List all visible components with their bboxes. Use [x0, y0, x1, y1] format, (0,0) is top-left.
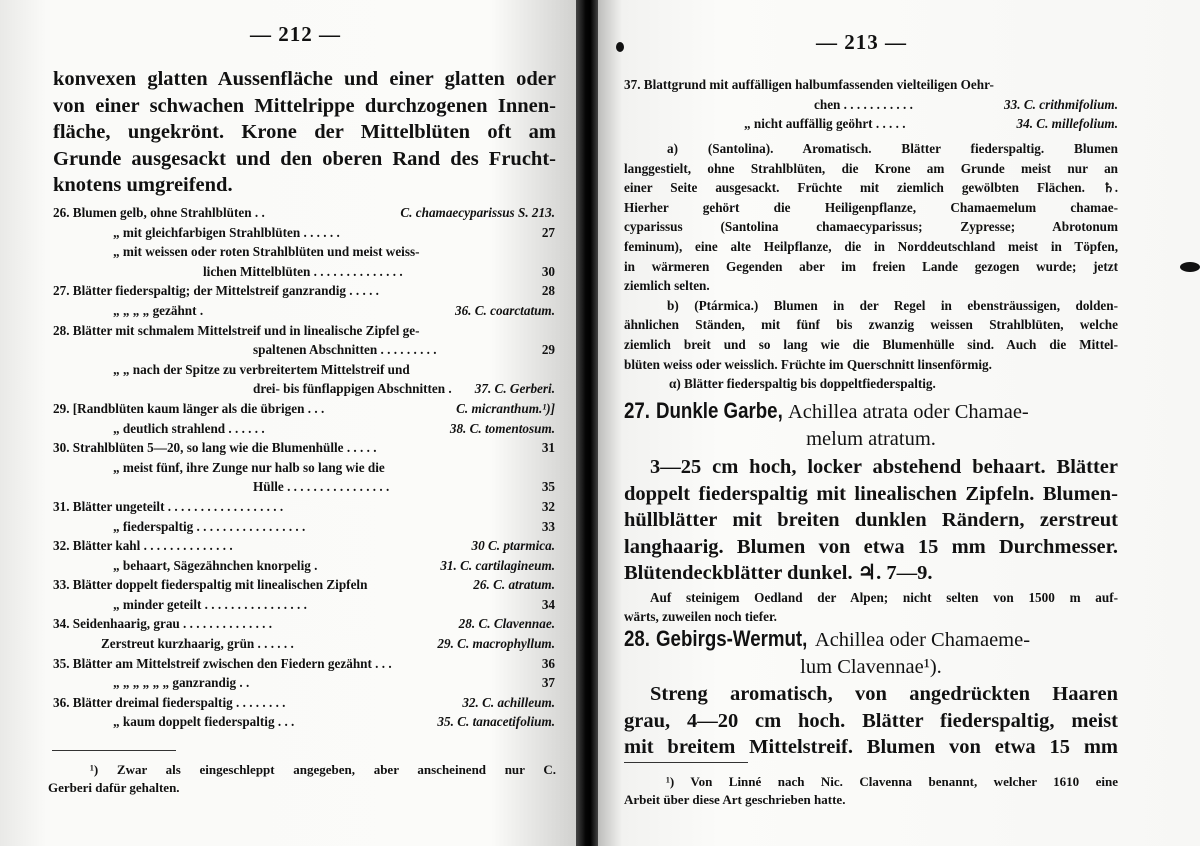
- key-entry-reference: 32: [541, 498, 555, 514]
- key-entry: [53, 536, 555, 556]
- key-entry-reference: 34: [541, 596, 555, 612]
- text-line: langhaarig. Blumen von etwa 15 mm Durchmesser.: [624, 535, 1118, 558]
- key-entry: [53, 556, 555, 576]
- key-entry-reference: C. chamaecyparissus S. 213.: [400, 205, 555, 220]
- species-name: Dunkle Garbe,: [655, 398, 783, 423]
- key-entry: [53, 301, 555, 321]
- key-entry: [624, 114, 1118, 134]
- key-entry-reference: 29: [541, 342, 555, 358]
- footnote-divider: [624, 762, 748, 763]
- santolina-paragraph: [624, 139, 1118, 394]
- footnote-line: ¹) Zwar als eingeschleppt angegeben, aber anscheinend nur C.: [90, 762, 556, 777]
- key-entry-reference: 29. C. macrophyllum.: [437, 636, 555, 652]
- key-entry: [53, 242, 555, 262]
- text-line: blüten weiss oder weisslich. Früchte im Querschnitt linsenförmig.: [624, 356, 992, 372]
- key-entry-text: „ mit gleichfarbigen Strahlblüten . . . . . .: [113, 224, 340, 240]
- text-line: hüllblätter mit breiten dunklen Rändern, zerstreut: [624, 509, 1118, 531]
- key-entry-text: „ behaart, Sägezähnchen knorpelig .: [113, 557, 318, 573]
- key-entry: [53, 340, 555, 360]
- key-entry-text: 34. Seidenhaarig, grau . . . . . . . . . . . . . .: [53, 616, 273, 632]
- key-entry-reference: 31: [541, 440, 555, 456]
- ink-spot: [1180, 262, 1200, 272]
- text-line: cyparissus (Santolina chamaecyparissus; Zypresse; Abrotonum: [624, 219, 1118, 235]
- species-number: 27.: [624, 398, 651, 423]
- text-line: a) (Santolina). Aromatisch. Blätter fiederspaltig. Blumen: [667, 141, 1118, 156]
- key-entry: [53, 693, 555, 713]
- key-entry-text: „ deutlich strahlend . . . . . .: [113, 420, 265, 436]
- text-line: von einer schwachen Mittelrippe durchzogenen Innen-: [53, 94, 556, 117]
- key-entry-text: 32. Blätter kahl . . . . . . . . . . . . . .: [53, 538, 233, 554]
- key-entry-text: „ minder geteilt . . . . . . . . . . . . . . . .: [113, 596, 307, 612]
- species-name: Gebirgs-Wermut,: [655, 626, 808, 651]
- key-entry: [53, 575, 555, 595]
- key-entry-text: lichen Mittelblüten . . . . . . . . . . . . . .: [203, 263, 403, 279]
- key-entry-text: Zerstreut kurzhaarig, grün . . . . . .: [101, 636, 294, 652]
- key-entry: [53, 673, 555, 693]
- text-line: b) (Ptármica.) Blumen in der Regel in ebensträussigen, dolden-: [667, 297, 1118, 313]
- ink-spot: [616, 42, 624, 52]
- footnote-line: Gerberi dafür gehalten.: [48, 780, 180, 795]
- key-entry-text: „ „ nach der Spitze zu verbreitertem Mittelstreif und: [113, 361, 410, 377]
- key-entry: [53, 379, 555, 399]
- key-entry-text: 30. Strahlblüten 5—20, so lang wie die Blumenhülle . . . . .: [53, 440, 377, 456]
- key-entry-text: 27. Blätter fiederspaltig; der Mittelstreif ganzrandig . . . . .: [53, 283, 379, 299]
- key-entry-reference: 26. C. atratum.: [473, 577, 555, 593]
- left-page: [0, 0, 578, 846]
- key-entry-reference: 28. C. Clavennae.: [458, 616, 555, 632]
- key-entry: [53, 281, 555, 301]
- key-entry-text: 37. Blattgrund mit auffälligen halbumfassenden vielteiligen Oehr-: [624, 77, 994, 92]
- text-line: in wärmeren Gegenden aber im freien Lande gezogen wurde; jetzt: [624, 258, 1118, 274]
- text-line: fläche, ungekrönt. Krone der Mittelblüten oft am: [53, 121, 556, 143]
- key-entry-text: 31. Blätter ungeteilt . . . . . . . . . . . . . . . . . .: [53, 498, 284, 514]
- key-entry-reference: 33. C. crithmifolium.: [1004, 96, 1118, 112]
- key-entry-text: Hülle . . . . . . . . . . . . . . . .: [253, 479, 390, 495]
- key-entry-text: 26. Blumen gelb, ohne Strahlblüten . .: [53, 205, 265, 220]
- key-entry-text: „ fiederspaltig . . . . . . . . . . . . . . . . .: [113, 518, 306, 534]
- text-line: ziemlich breit und so lang wie die Blumenhülle sind. Auch die Mittel-: [624, 336, 1118, 352]
- key-entry: [53, 262, 555, 282]
- key-entry: [53, 458, 555, 478]
- text-line: ähnlichen Ständen, mit fünf bis zwanzig weissen Strahlblüten, welche: [624, 317, 1118, 333]
- key-entry-text: 33. Blätter doppelt fiederspaltig mit linealischen Zipfeln: [53, 577, 368, 593]
- footnote: [48, 761, 556, 797]
- text-line: langgestielt, ohne Strahlblüten, die Krone am Grunde meist nur an: [624, 160, 1118, 176]
- text-line: grau, 4—20 cm hoch. Blätter fiederspaltig, meist: [624, 709, 1118, 732]
- text-line: Streng aromatisch, von angedrückten Haaren: [650, 683, 1118, 705]
- key-entry-reference: 35: [541, 479, 555, 495]
- key-entry-reference: 27: [541, 224, 555, 240]
- key-entry-reference: 36: [541, 655, 555, 671]
- key-entry: [53, 517, 555, 537]
- key-entry: [53, 477, 555, 497]
- species-number: 28.: [624, 626, 651, 651]
- key-entry: [53, 203, 555, 223]
- key-entry: [53, 419, 555, 439]
- text-line: Auf steinigem Oedland der Alpen; nicht selten von 1500 m auf-: [650, 590, 1118, 605]
- key-entry-text: „ mit weissen oder roten Strahlblüten und meist weiss-: [113, 244, 420, 260]
- key-entry-text: „ kaum doppelt fiederspaltig . . .: [113, 714, 295, 730]
- text-line: Grunde ausgesackt und den oberen Rand des Frucht-: [53, 147, 556, 170]
- species-latin: Achillea oder Chamaeme-: [814, 629, 1031, 651]
- text-line: Blütendeckblätter dunkel. ♃. 7—9.: [624, 562, 933, 584]
- identification-key: [53, 203, 555, 732]
- text-line: wärts, zuweilen noch tiefer.: [624, 609, 777, 624]
- text-line: einer Seite ausgesackt. Früchte mit ziemlich gewölbten Flächen. ♄.: [624, 180, 1118, 196]
- key-entry-reference: 30 C. ptarmica.: [471, 538, 555, 554]
- right-page: [598, 0, 1200, 846]
- key-entry-reference: 38. C. tomentosum.: [449, 420, 555, 436]
- key-entry-reference: C. micranthum.¹)]: [456, 400, 555, 416]
- text-line: knotens umgreifend.: [53, 174, 233, 196]
- key-entry-text: „ „ „ „ gezähnt .: [113, 302, 204, 318]
- text-line: mit breitem Mittelstreif. Blumen von etwa 15 mm: [624, 736, 1118, 758]
- key-entry-text: „ nicht auffällig geöhrt . . . . .: [744, 116, 906, 132]
- text-line: ziemlich selten.: [624, 278, 710, 294]
- key-entry: [624, 95, 1118, 115]
- key-entry-text: „ meist fünf, ihre Zunge nur halb so lang wie die: [113, 459, 385, 475]
- key-entry-text: spaltenen Abschnitten . . . . . . . . .: [253, 342, 437, 358]
- key-entry-text: drei- bis fünflappigen Abschnitten .: [253, 381, 452, 397]
- key-entry-text: 29. [Randblüten kaum länger als die übrigen . . .: [53, 400, 325, 416]
- key-entry-text: chen . . . . . . . . . . .: [814, 96, 913, 112]
- key-entry-reference: 32. C. achilleum.: [462, 694, 555, 710]
- text-line: doppelt fiederspaltig mit linealischen Zipfeln. Blumen-: [624, 482, 1118, 505]
- footnote-line: ¹) Von Linné nach Nic. Clavenna benannt, welcher 1610 eine: [666, 774, 1118, 789]
- page-number-213: — 213 —: [816, 30, 907, 54]
- book-gutter: [576, 0, 600, 846]
- species-latin-cont: melum atratum.: [806, 427, 936, 450]
- species-27: [624, 398, 1118, 587]
- key-entry: [53, 634, 555, 654]
- key-entry: [53, 654, 555, 674]
- species-27-habitat: [624, 588, 1118, 626]
- species-latin: Achillea atrata oder Chamae-: [788, 401, 1029, 423]
- key-entry: [53, 712, 555, 732]
- key-entry: [53, 595, 555, 615]
- key-entry: [624, 75, 1118, 95]
- key-entry-reference: 35. C. tanacetifolium.: [437, 714, 555, 730]
- key-entry-reference: 31. C. cartilagineum.: [440, 557, 555, 573]
- page-number-212: — 212 —: [250, 22, 341, 46]
- key-entry-text: 28. Blätter mit schmalem Mittelstreif und in linealische Zipfel ge-: [53, 322, 420, 338]
- text-line: konvexen glatten Aussenfläche und einer glatten oder: [53, 68, 556, 90]
- footnote: [624, 773, 1118, 809]
- identification-key: [624, 75, 1118, 134]
- key-entry-text: 35. Blätter am Mittelstreif zwischen den Fiedern gezähnt . . .: [53, 655, 392, 671]
- key-entry: [53, 399, 555, 419]
- key-entry-reference: 34. C. millefolium.: [1016, 116, 1118, 132]
- species-28: [624, 626, 1118, 761]
- subgroup-heading: α) Blätter fiederspaltig bis doppeltfiederspaltig.: [669, 376, 936, 392]
- key-entry-reference: 28: [541, 283, 555, 299]
- text-line: feminum), eine alte Heilpflanze, die in Norddeutschland meist in Töpfen,: [624, 238, 1118, 254]
- key-entry: [53, 497, 555, 517]
- key-entry-text: 36. Blätter dreimal fiederspaltig . . . . . . . .: [53, 694, 286, 710]
- key-entry: [53, 360, 555, 380]
- key-entry-reference: 36. C. coarctatum.: [454, 302, 555, 318]
- key-entry: [53, 614, 555, 634]
- key-entry-reference: 33: [541, 518, 555, 534]
- text-line: Hierher gehört die Heiligenpflanze, Chamaemelum chamae-: [624, 199, 1118, 215]
- key-entry: [53, 321, 555, 341]
- intro-paragraph: [53, 66, 556, 199]
- key-entry-reference: 37: [541, 675, 555, 691]
- key-entry: [53, 223, 555, 243]
- text-line: 3—25 cm hoch, locker abstehend behaart. Blätter: [650, 456, 1118, 478]
- key-entry-text: „ „ „ „ „ „ ganzrandig . .: [113, 675, 250, 691]
- species-latin-cont: lum Clavennae¹).: [800, 655, 942, 678]
- key-entry: [53, 438, 555, 458]
- footnote-line: Arbeit über diese Art geschrieben hatte.: [624, 792, 846, 807]
- footnote-divider: [52, 750, 176, 751]
- key-entry-reference: 30: [541, 263, 555, 279]
- key-entry-reference: 37. C. Gerberi.: [474, 381, 555, 397]
